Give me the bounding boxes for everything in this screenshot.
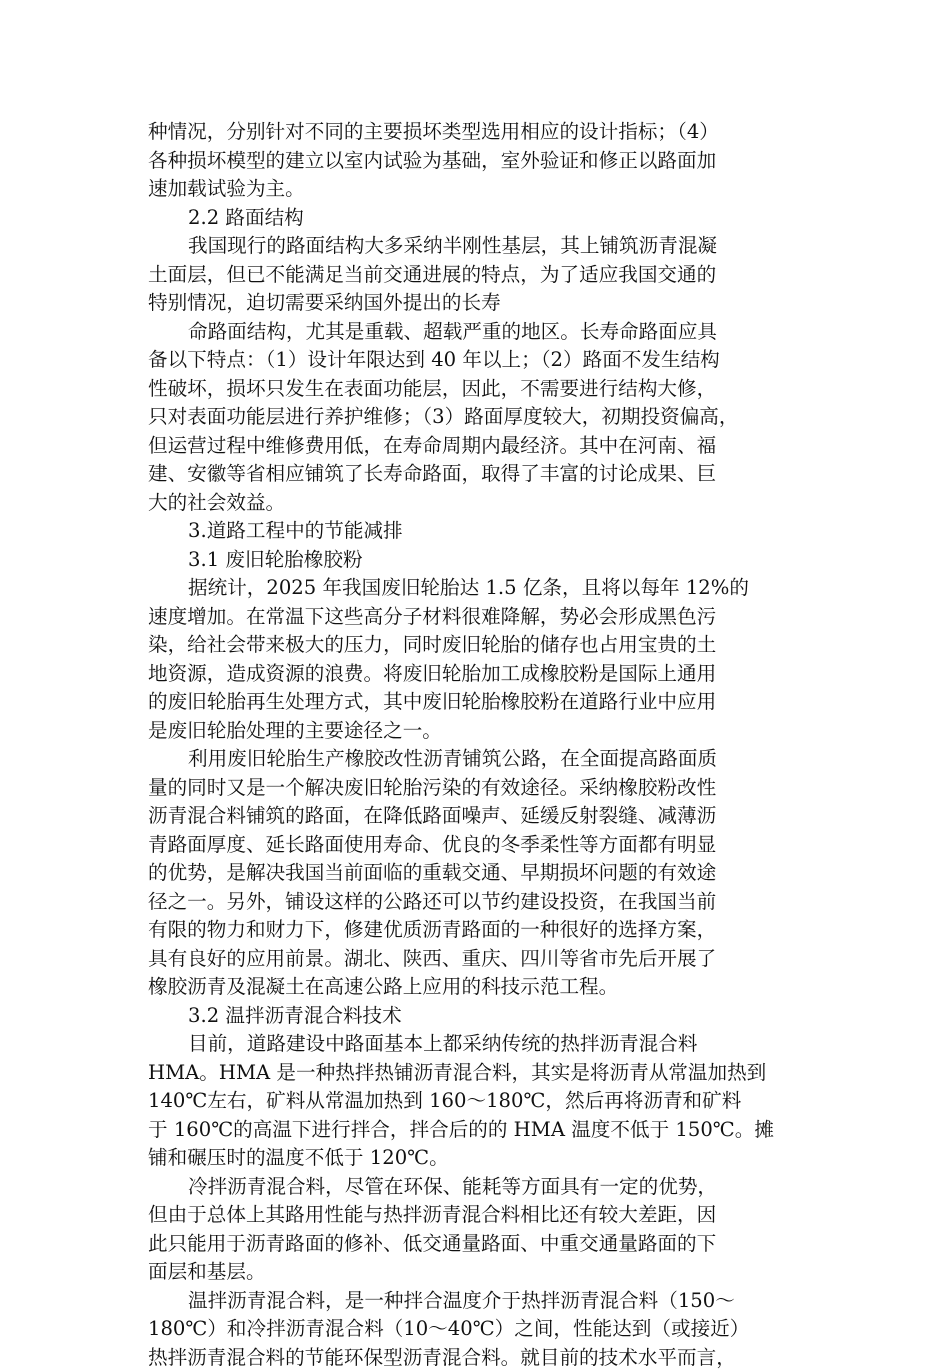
text-line: 种情况，分别针对不同的主要损坏类型选用相应的设计指标；（4） [148, 118, 808, 147]
text-line: 但运营过程中维修费用低，在寿命周期内最经济。其中在河南、福 [148, 432, 808, 461]
text-line: 180℃）和冷拌沥青混合料（10～40℃）之间，性能达到（或接近） [148, 1315, 808, 1344]
text-line: 有限的物力和财力下，修建优质沥青路面的一种很好的选择方案， [148, 916, 808, 945]
text-line: 橡胶沥青及混凝土在高速公路上应用的科技示范工程。 [148, 973, 808, 1002]
text-line: 3.1 废旧轮胎橡胶粉 [148, 546, 808, 575]
text-line: 建、安徽等省相应铺筑了长寿命路面，取得了丰富的讨论成果、巨 [148, 460, 808, 489]
text-line: 径之一。另外，铺设这样的公路还可以节约建设投资，在我国当前 [148, 888, 808, 917]
text-line: 备以下特点：（1）设计年限达到 40 年以上；（2）路面不发生结构 [148, 346, 808, 375]
text-line: 铺和碾压时的温度不低于 120℃。 [148, 1144, 808, 1173]
text-line: 速度增加。在常温下这些高分子材料很难降解，势必会形成黑色污 [148, 603, 808, 632]
text-line: 是废旧轮胎处理的主要途径之一。 [148, 717, 808, 746]
text-line: 土面层，但已不能满足当前交通进展的特点，为了适应我国交通的 [148, 261, 808, 290]
text-line: 量的同时又是一个解决废旧轮胎污染的有效途径。采纳橡胶粉改性 [148, 774, 808, 803]
text-line: 各种损坏模型的建立以室内试验为基础，室外验证和修正以路面加 [148, 147, 808, 176]
text-line: 利用废旧轮胎生产橡胶改性沥青铺筑公路，在全面提高路面质 [148, 745, 808, 774]
text-line: 的优势，是解决我国当前面临的重载交通、早期损坏问题的有效途 [148, 859, 808, 888]
text-line: 我国现行的路面结构大多采纳半刚性基层，其上铺筑沥青混凝 [148, 232, 808, 261]
text-line: 的废旧轮胎再生处理方式，其中废旧轮胎橡胶粉在道路行业中应用 [148, 688, 808, 717]
text-line: 只对表面功能层进行养护维修；（3）路面厚度较大，初期投资偏高， [148, 403, 808, 432]
text-line: 3.道路工程中的节能减排 [148, 517, 808, 546]
text-line: 性破坏，损坏只发生在表面功能层，因此，不需要进行结构大修， [148, 375, 808, 404]
text-line: 具有良好的应用前景。湖北、陕西、重庆、四川等省市先后开展了 [148, 945, 808, 974]
text-line: HMA。HMA 是一种热拌热铺沥青混合料，其实是将沥青从常温加热到 [148, 1059, 808, 1088]
text-line: 但由于总体上其路用性能与热拌沥青混合料相比还有较大差距，因 [148, 1201, 808, 1230]
text-line: 速加载试验为主。 [148, 175, 808, 204]
text-line: 2.2 路面结构 [148, 204, 808, 233]
text-line: 140℃左右，矿料从常温加热到 160～180℃，然后再将沥青和矿料 [148, 1087, 808, 1116]
text-line: 青路面厚度、延长路面使用寿命、优良的冬季柔性等方面都有明显 [148, 831, 808, 860]
text-line: 据统计，2025 年我国废旧轮胎达 1.5 亿条，且将以每年 12%的 [148, 574, 808, 603]
document-page [148, 118, 808, 1372]
text-line: 沥青混合料铺筑的路面，在降低路面噪声、延缓反射裂缝、减薄沥 [148, 802, 808, 831]
text-line: 染，给社会带来极大的压力，同时废旧轮胎的储存也占用宝贵的土 [148, 631, 808, 660]
text-line: 地资源，造成资源的浪费。将废旧轮胎加工成橡胶粉是国际上通用 [148, 660, 808, 689]
text-line: 大的社会效益。 [148, 489, 808, 518]
text-line: 冷拌沥青混合料，尽管在环保、能耗等方面具有一定的优势， [148, 1173, 808, 1202]
text-line: 此只能用于沥青路面的修补、低交通量路面、中重交通量路面的下 [148, 1230, 808, 1259]
text-line: 目前，道路建设中路面基本上都采纳传统的热拌沥青混合料 [148, 1030, 808, 1059]
text-line: 特别情况，迫切需要采纳国外提出的长寿 [148, 289, 808, 318]
text-line: 于 160℃的高温下进行拌合，拌合后的的 HMA 温度不低于 150℃。摊 [148, 1116, 808, 1145]
text-line: 面层和基层。 [148, 1258, 808, 1287]
text-line: 3.2 温拌沥青混合料技术 [148, 1002, 808, 1031]
text-line: 热拌沥青混合料的节能环保型沥青混合料。就目前的技术水平而言， [148, 1344, 808, 1372]
text-line: 命路面结构，尤其是重载、超载严重的地区。长寿命路面应具 [148, 318, 808, 347]
text-line: 温拌沥青混合料，是一种拌合温度介于热拌沥青混合料（150～ [148, 1287, 808, 1316]
